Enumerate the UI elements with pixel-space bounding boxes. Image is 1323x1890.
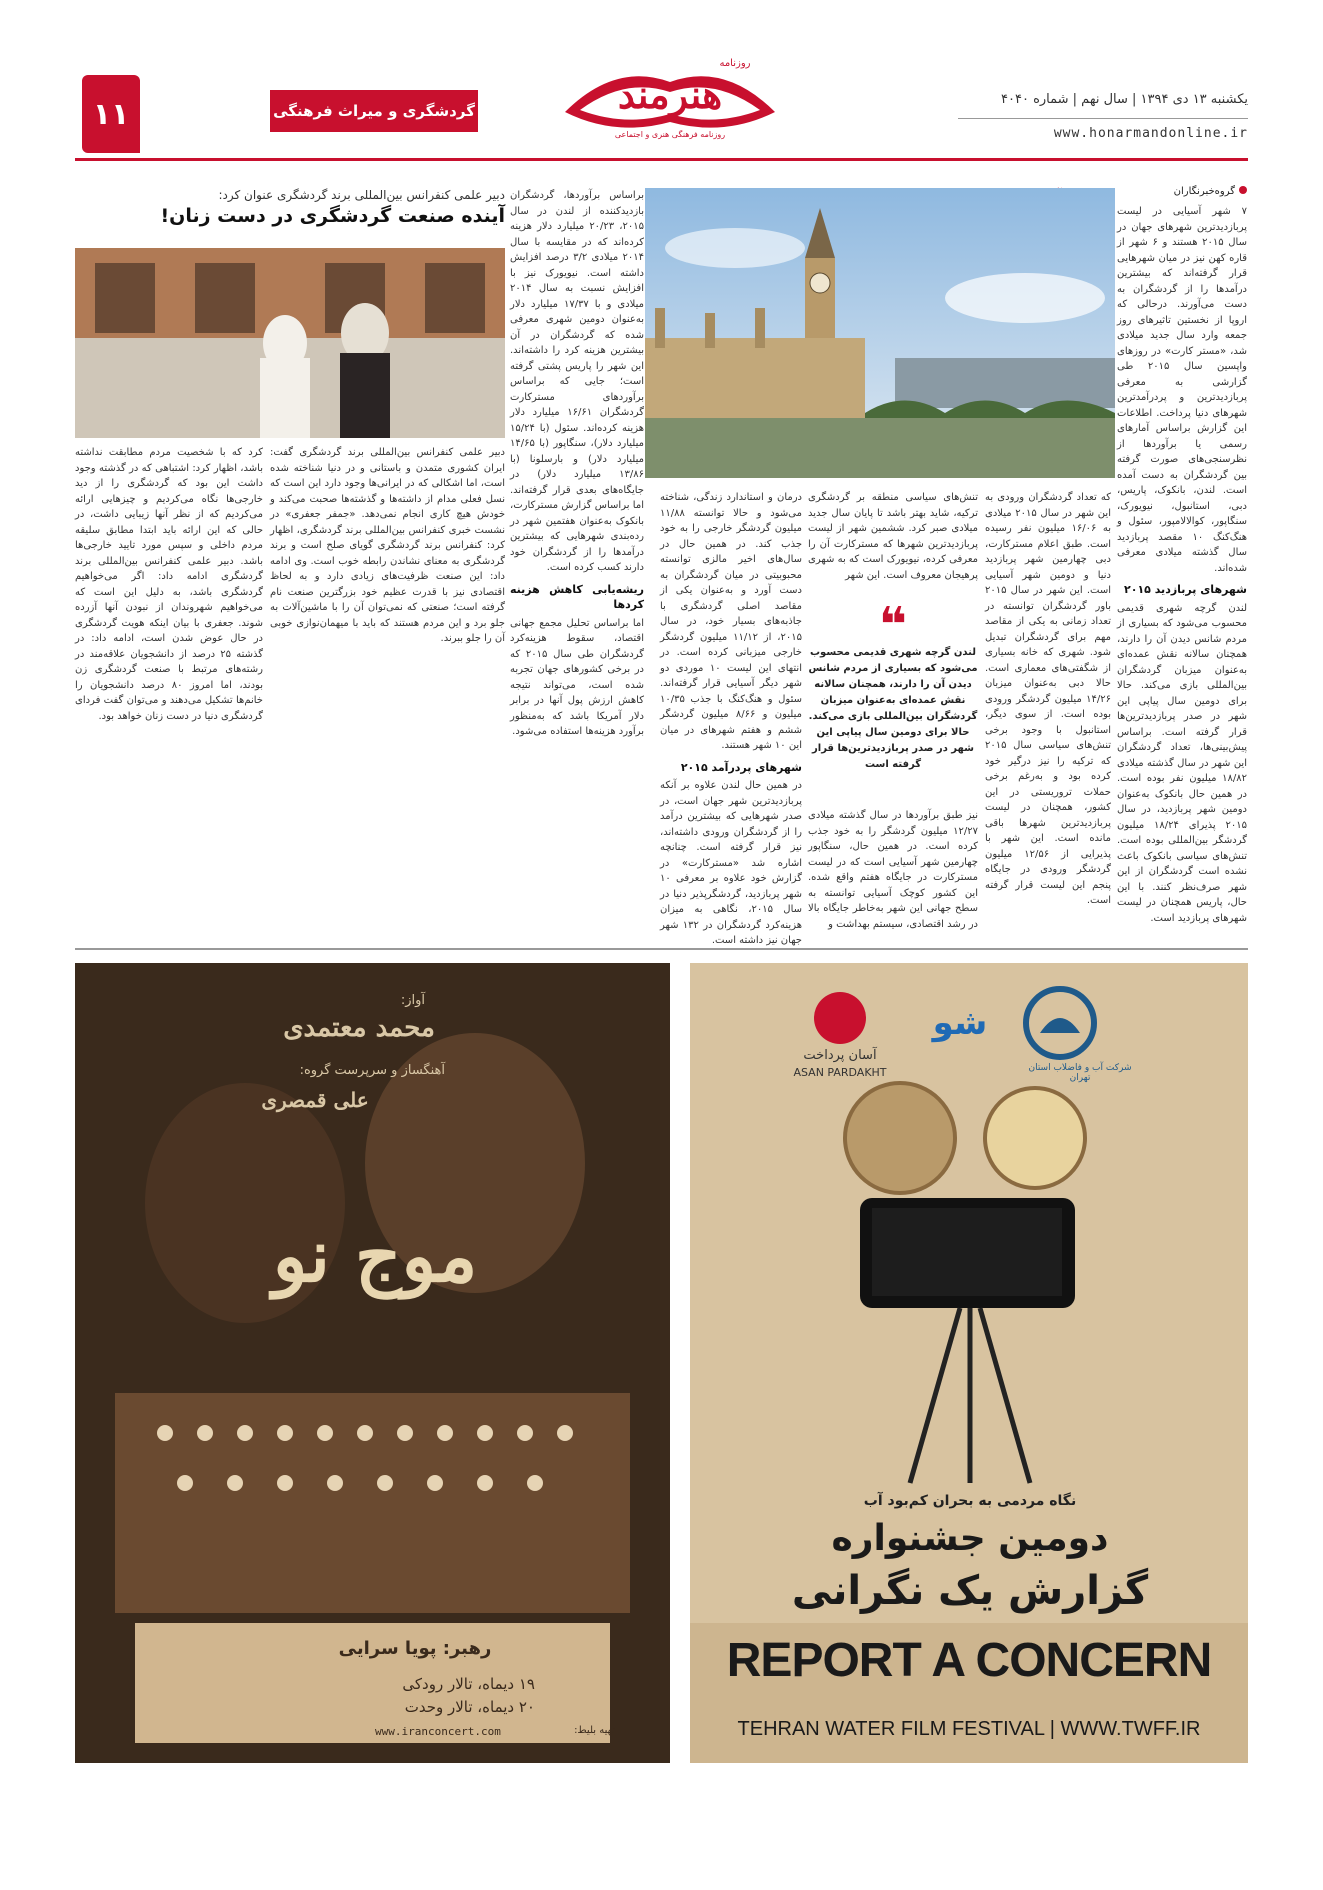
sponsor-water-company: شرکت آب و فاضلاب استان تهران: [1028, 1063, 1132, 1083]
dateline: یکشنبه ۱۳ دی ۱۳۹۴ | سال نهم | شماره ۴۰۴۰: [1001, 92, 1248, 107]
ads-divider: [75, 948, 1248, 950]
singer-name: محمد معتمدی: [283, 1013, 435, 1043]
singer-label: آواز:: [400, 993, 425, 1008]
pull-quote: ❝ لندن گرچه شهری قدیمی محسوب می‌شود که بسیاری از مردم شانس دیدن آن را دارند، همچنان سالانه نقش عمده‌ای به‌عنوان میزبان گردشگران بین‌المللی بازی می‌کند. حالا برای دومین سال پیاپی این شهر در صدر پربازدیدترین‌ها قرار گرفته است: [808, 597, 978, 770]
festival-title-fa1: دومین جشنواره: [831, 1518, 1109, 1559]
film-festival-ad: [690, 963, 1248, 1763]
festival-subtitle: نگاه مردمی به بحران کم‌بود آب: [863, 1493, 1077, 1509]
logo-sub: روزنامه: [719, 58, 751, 69]
festival-title-en: REPORT A CONCERN: [726, 1634, 1212, 1687]
article-column-3: تنش‌های سیاسی منطقه بر گردشگری ترکیه، شاید بهتر باشد تا پایان سال جدید میلادی صبر کرد. ششمین شهر از لیست پربازدیدترین شهرها که مسترکارت آن را معرفی کرده، نیویورک است که به شهری پرهیجان معروف است. این شهر: [808, 492, 978, 581]
logo-tagline: روزنامه فرهنگی هنری و اجتماعی: [614, 130, 726, 139]
side-title: آینده صنعت گردشگری در دست زنان!: [160, 205, 505, 227]
festival-title-fa2: گزارش یک نگرانی: [791, 1568, 1149, 1614]
date-1: ۱۹ دیماه، تالار رودکی: [402, 1675, 535, 1693]
newspaper-logo: [555, 52, 785, 147]
sponsor-asan-en: ASAN PARDAKHT: [793, 1066, 887, 1079]
side-kicker: دبیر علمی کنفرانس بین‌المللی برند گردشگری عنوان کرد:: [218, 188, 505, 202]
section-label: گردشگری و میراث فرهنگی: [270, 90, 478, 132]
concert-ad: [75, 963, 670, 1763]
article-column-3b: نیز طبق برآوردها در سال گذشته میلادی ۱۲/۲۷ میلیون گردشگر را به خود جذب کرده است. در همین حال، سنگاپور چهارمین شهر آسیایی است که در لیست مسترکارت در جایگاه هفتم واقع شده. این کشور کوچک آسیایی توانسته به سطح جهانی این شهر به‌خاطر جایگاه بالا در رشد اقتصادی، سیستم بهداشت و: [808, 810, 978, 930]
page-number: ۱۱: [82, 75, 140, 153]
header-divider: [75, 158, 1248, 161]
leader-line: رهبر: پویا سرایی: [338, 1638, 492, 1659]
reporter-byline: گروه‌خبرنگاران: [1117, 186, 1247, 197]
article-column-5: براساس برآوردها، گردشگران بازدیدکننده از لندن در سال ۲۰۱۵، ۲۰/۲۳ میلیارد دلار هزینه کرده‌اند که در مقایسه با سال ۲۰۱۴ میلادی ۳/۲ درصد افزایش داشته است. نیویورک نیز با افزایش نسبت به سال ۲۰۱۴ میلادی و با ۱۷/۳۷ میلیارد دلار به‌عنوان دومین شهری معرفی شده که گردشگران در آن بیشترین هزینه کرد را داشته‌اند. این شهر را پاریس پشتی گرفته است؛ جایی که براساس برآوردهای مسترکارت گردشگران ۱۶/۶۱ میلیارد دلار هزینه کرده‌اند. سئول (با ۱۵/۲۴ میلیارد دلار)، سنگاپور (با ۱۴/۶۵ میلیارد دلار) و بارسلونا (با ۱۳/۸۶ میلیارد دلار) در جایگاه‌های بعدی قرار گرفته‌اند. اما براساس گزارش مسترکارت، بانکوک به‌عنوان هفتمین شهر در رده‌بندی شهرهایی که بیشترین درآمدها را از گردشگران خود دارند کسب کرده است. ریشه‌یابی کاهش هزینه کردها اما براساس تحلیل مجمع جهانی اقتصاد، سقوط هزینه‌کرد گردشگران طی سال ۲۰۱۵ که در برخی کشورهای جهان تجربه شده است، می‌تواند نتیجه کاهش ارزش پول آنها در برابر دلار آمریکا باشد که به‌منظور برآورد هزینه‌ها استفاده می‌شود.: [510, 190, 644, 737]
ticket-label: تهیه بلیط:: [574, 1725, 615, 1736]
article-column-1: ۷ شهر آسیایی در لیست پربازدیدترین شهرهای جهان در سال ۲۰۱۵ هستند و ۶ شهر از قاره کهن نیز در میان شهرهایی قرار گرفته‌اند که بیشترین درآمدها را از گردشگران به دست می‌آورند. درحالی که اروپا از نخستین تاثیرهای روز جمعه وارد سال جدید میلادی شد، «مستر کارت» در روزهای واپسین سال ۲۰۱۵ طی گزارشی به معرفی پربازدیدترین و پردرآمدترین شهرهای دنیا پرداخت. اطلاعات این گزارش براساس آمارهای رسمی یا برآوردها از نظرسنجی‌های صورت گرفته بین گردشگران به دست آمده است. لندن، بانکوک، پاریس، دبی، استانبول، نیویورک، سنگاپور، کوالالامپور، سئول و هنگ‌کنگ ۱۰ مقصد پربازدید سال گذشته میلادی معرفی شده‌اند. شهرهای پربازدید ۲۰۱۵ لندن گرچه شهری قدیمی محسوب می‌شود که بسیاری از مردم شانس دیدن آن را دارند، همچنان سالانه نقش عمده‌ای به‌عنوان میزبان گردشگران بین‌المللی بازی می‌کند. حالا برای دومین سال پیاپی این شهر در صدر پربازدیدترین‌ها قرار گرفته است. براساس پیش‌بینی‌ها، تعداد گردشگران این شهر در سال گذشته میلادی ۱۸/۸۲ میلیون نفر بوده است. در همین حال بانکوک به‌عنوان دومین شهر پربازدید، در سال ۲۰۱۵ پذیرای ۱۸/۲۴ میلیون گردشگر بین‌المللی بوده است. تنش‌های سیاسی بانکوک باعث نشده است گردشگران از این شهر صرف‌نظر کنند. با این حال، پاریس همچنان در لیست شهرهای پربازدید است.: [1117, 206, 1248, 924]
article-column-4: درمان و استاندارد زندگی، شناخته می‌شود و حالا توانسته ۱۱/۸۸ میلیون گردشگر خارجی را به خود جذب کند. در همین حال در سال‌های اخیر مالزی توانسته محبوبیتی در میان گردشگران به دست آورد و به‌عنوان یکی از مقاصد اصلی گردشگری با جاذبه‌های بسیار خود، در سال ۲۰۱۵، از ۱۱/۱۲ میلیون گردشگر خارجی میزبانی کرده است. در انتهای این لیست ۱۰ موردی دو شهر دیگر آسیایی قرار گرفته‌اند. سئول و هنگ‌کنگ با جذب ۱۰/۳۵ میلیون و ۸/۶۶ میلیون گردشگر ششم و هفتم شهرهای در میان این ۱۰ شهر هستند. شهرهای پردرآمد ۲۰۱۵ در همین حال لندن علاوه بر آنکه پربازدیدترین شهر جهان است، در صدر شهرهایی که بیشترین درآمد را از گردشگران ورودی داشته‌اند، نیز قرار گرفته است. چنانچه اشاره شد «مسترکارت» در گزارش خود علاوه بر معرفی ۱۰ شهر پربازدید، گردشگرپذیر دنیا در سال ۲۰۱۵، نگاهی به میزان هزینه‌کرد گردشگران در ۱۳۲ شهر جهان نیز داشته است.: [660, 492, 803, 946]
side-column-2: کرد که با شخصیت مردم مطابقت نداشته باشد، اظهار کرد: اشتباهی که در گذشته وجود داشت این بود که گردشگری را از دید خارجی‌ها نگاه می‌کردیم و چیزهایی ارائه می‌کردیم که از نظر آنها زیبایی داشت، در حالی که این ارائه باید ابتدا مطابق سلیقه مردم داخلی و سپس مورد تایید خارجی‌ها باشد. دبیر علمی کنفرانس بین‌المللی برند گردشگری ادامه داد: اگر می‌خواهیم گردشگری باشد، به دلیل این است که می‌خواهیم شهروندان از نبودن آنها آزرده شوند. جعفری با بیان اینکه هویت گردشگری در حال عوض شدن است، ادامه داد: در گذشته ۲۵ درصد از دانشجویان علاقه‌مند در رشته‌های مرتبط با صنعت گردشگری زن بودند، اما امروز ۸۰ درصد دانشجویان را خانم‌ها تشکیل می‌دهند و می‌توان گفت فردای گردشگری دنیا در دست زنان خواهد بود.: [75, 447, 264, 722]
asan-pardakht-logo-icon: [814, 992, 866, 1044]
header-rule: [958, 118, 1248, 119]
website-url[interactable]: www.honarmandonline.ir: [1053, 126, 1248, 141]
composer-name: علی قمصری: [261, 1088, 369, 1112]
date-2: ۲۰ دیماه، تالار وحدت: [404, 1698, 535, 1716]
article-column-2: که تعداد گردشگران ورودی به این شهر در سال ۲۰۱۵ میلادی به ۱۶/۰۶ میلیون نفر رسیده است. طبق اعلام مسترکارت، دبی چهارمین شهر پربازدید دنیا و دومین شهر آسیایی است. این شهر در سال ۲۰۱۵ باور گردشگران توانسته در تعداد زمانی به یکی از مقاصد مهم برای گردشگران تبدیل شود. شهری که خانه بسیاری از شگفتی‌های معماری است. حالا دبی به‌عنوان میزبان ۱۴/۲۶ میلیون گردشگر ورودی بوده است. از سوی دیگر، استانبول با وجود برخی تنش‌های سیاسی سال ۲۰۱۵ که ترکیه را نیز درگیر خود کرده بود و به‌رغم برخی حملات تروریستی در این کشور، همچنان در لیست پربازدیدترین شهرها باقی مانده است. این شهر با پذیرایی از ۱۲/۵۶ میلیون گردشگر ورودی در جایگاه پنجم این لیست قرار گرفته است.: [985, 492, 1112, 906]
page-header: [0, 0, 1323, 160]
side-headline-block: [75, 188, 505, 236]
logo-text: هنرمند: [617, 72, 723, 117]
sponsor-shoo: شو: [932, 1003, 988, 1043]
bullet-icon: [1239, 186, 1247, 194]
ticket-url[interactable]: www.iranconcert.com: [375, 1725, 501, 1738]
side-column-1: دبیر علمی کنفرانس بین‌المللی برند گردشگری گفت: ایران کشوری متمدن و باستانی و در دنیا شناخته شده است، اما اشکالی که در ایرانی‌ها وجود دارد این است که نسل فعلی مدام از داشته‌ها و گذشته‌ها صحبت می‌کند و خودش هیچ کاری انجام نمی‌دهد. «جمفر جعفری» در نشست خبری کنفرانس بین‌المللی برند گردشگری، اظهار کرد: کنفرانس برند گردشگری گویای صلح است و برند گردشگری به معنای نشاندن رابطه خوب است. وی ادامه داد: این صنعت ظرفیت‌های زیادی دارد و به لحاظ اقتصادی نیز با قدرت عظیم خود بزرگترین صنعت نام گرفته است؛ صنعتی که نمی‌توان آن را با ماشین‌آلات به جلو برد و این مردم هستند که باید با میهمان‌نوازی خوبی آن را جلو ببرند.: [270, 447, 505, 644]
sponsor-asan-fa: آسان پرداخت: [803, 1048, 877, 1063]
concert-title: موج نو: [272, 1213, 478, 1298]
composer-label: آهنگساز و سرپرست گروه:: [299, 1063, 445, 1078]
quote-mark-icon: ❝: [878, 597, 908, 653]
festival-footer[interactable]: TEHRAN WATER FILM FESTIVAL | WWW.TWFF.IR: [737, 1718, 1201, 1740]
women-tourists-photo: [75, 248, 505, 438]
london-photo: [645, 188, 1115, 478]
